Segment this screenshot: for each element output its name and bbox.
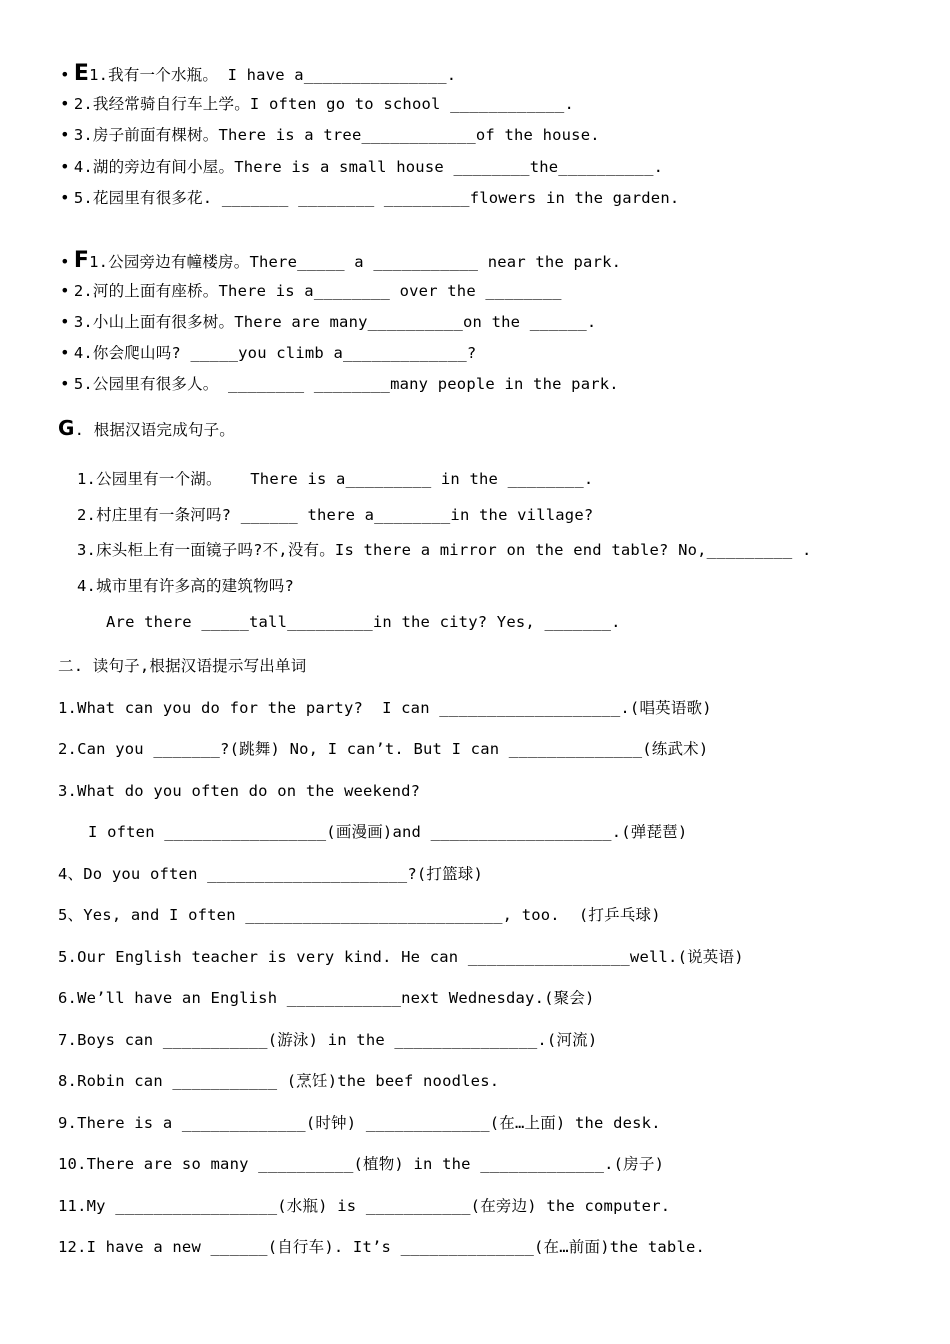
- section-e-line-5: [60, 188, 679, 208]
- bullet: •: [60, 252, 70, 271]
- section-f-text-1: 1.公园旁边有幢楼房。There_____ a ___________ near the park.: [89, 253, 622, 271]
- section-e-line-2: [60, 94, 574, 114]
- section-f-line-5: [60, 374, 619, 394]
- bullet: •: [60, 343, 70, 362]
- section-g-line-1: 1.公园里有一个湖。 There is a_________ in the ________.: [77, 470, 594, 488]
- bullet: •: [60, 65, 70, 84]
- section-g-line-5: Are there _____tall_________in the city? Yes, _______.: [106, 613, 621, 631]
- part2-line-1: 1.What can you do for the party? I can ___________________.(唱英语歌): [58, 699, 712, 717]
- section-g-line-2: 2.村庄里有一条河吗? ______ there a________in the village?: [77, 506, 594, 524]
- section-f-text-3: 3.小山上面有很多树。There are many__________on the ______.: [73, 313, 597, 331]
- section-e-text-2: 2.我经常骑自行车上学。I often go to school ____________.: [73, 95, 574, 113]
- bullet: •: [60, 374, 70, 393]
- section-e-text-1: 1.我有一个水瓶。 I have a_______________.: [89, 66, 457, 84]
- part2-title: 二. 读句子,根据汉语提示写出单词: [58, 657, 307, 675]
- section-g-letter: G: [58, 416, 75, 440]
- section-g-line-4: 4.城市里有许多高的建筑物吗?: [77, 577, 294, 595]
- part2-line-11: 9.There is a _____________(时钟) _____________(在…上面) the desk.: [58, 1114, 661, 1132]
- section-e-text-4: 4.湖的旁边有间小屋。There is a small house ________the__________.: [73, 158, 664, 176]
- section-f-line-1: [60, 248, 622, 273]
- section-e-text-3: 3.房子前面有棵树。There is a tree____________of the house.: [73, 126, 600, 144]
- section-f-line-2: [60, 281, 562, 301]
- section-e-text-5: 5.花园里有很多花. _______ ________ _________flowers in the garden.: [73, 189, 680, 207]
- section-f-line-4: [60, 343, 476, 363]
- part2-line-9: 7.Boys can ___________(游泳) in the _______________.(河流): [58, 1031, 598, 1049]
- section-e-letter: E: [73, 61, 90, 86]
- part2-line-4: I often _________________(画漫画)and ___________________.(弹琵琶): [88, 823, 688, 841]
- section-e-line-4: [60, 157, 663, 177]
- bullet: •: [60, 125, 70, 144]
- section-e-line-1: [60, 61, 457, 86]
- section-f-text-5: 5.公园里有很多人。 ________ ________many people in the park.: [73, 375, 619, 393]
- part2-line-10: 8.Robin can ___________ (烹饪)the beef noodles.: [58, 1072, 500, 1090]
- bullet: •: [60, 94, 70, 113]
- section-f-letter: F: [73, 248, 90, 273]
- bullet: •: [60, 312, 70, 331]
- part2-line-7: 5.Our English teacher is very kind. He can _________________well.(说英语): [58, 948, 744, 966]
- section-g-title: . 根据汉语完成句子。: [74, 421, 235, 439]
- part2-line-13: 11.My _________________(水瓶) is ___________(在旁边) the computer.: [58, 1197, 671, 1215]
- part2-line-8: 6.We’ll have an English ____________next Wednesday.(聚会): [58, 989, 595, 1007]
- section-f-line-3: [60, 312, 596, 332]
- section-e-line-3: [60, 125, 600, 145]
- bullet: •: [60, 281, 70, 300]
- section-f-text-4: 4.你会爬山吗? _____you climb a_____________?: [73, 344, 477, 362]
- section-g-heading: [58, 418, 235, 440]
- part2-line-2: 2.Can you _______?(跳舞) No, I can’t. But I can ______________(练武术): [58, 740, 709, 758]
- bullet: •: [60, 188, 70, 207]
- part2-line-3: 3.What do you often do on the weekend?: [58, 782, 421, 800]
- part2-line-12: 10.There are so many __________(植物) in the _____________.(房子): [58, 1155, 665, 1173]
- bullet: •: [60, 157, 70, 176]
- part2-line-6: 5、Yes, and I often ___________________________, too. (打乒乓球): [58, 906, 661, 924]
- section-g-line-3: 3.床头柜上有一面镜子吗?不,没有。Is there a mirror on the end table? No,_________ .: [77, 541, 812, 559]
- part2-line-14: 12.I have a new ______(自行车). It’s ______________(在…前面)the table.: [58, 1238, 706, 1256]
- section-f-text-2: 2.河的上面有座桥。There is a________ over the ________: [73, 282, 562, 300]
- part2-line-5: 4、Do you often _____________________?(打篮球): [58, 865, 484, 883]
